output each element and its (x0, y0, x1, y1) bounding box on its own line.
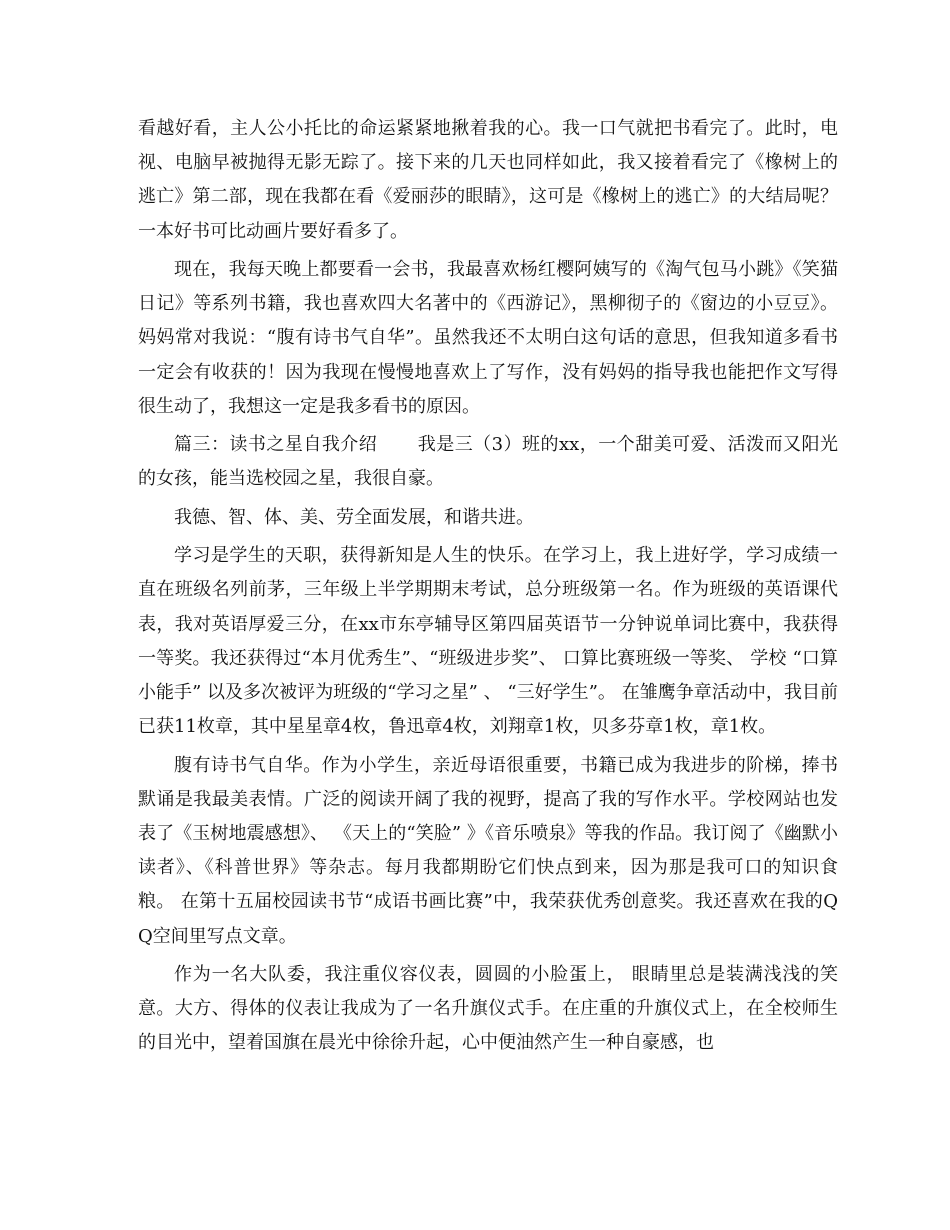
paragraph-7 (138, 958, 838, 1061)
paragraph-text: 我德、智、体、美、劳全面发展，和谐共进。 (174, 506, 534, 528)
paragraph-text: 学习是学生的天职，获得新知是人生的快乐。在学习上，我上进好学，学习成绩一直在班级名列前茅，三年级上半学期期末考试，总分班级第一名。作为班级的英语课代表，我对英语厚爱三分，在xx市东亭辅导区第四届英语节一分钟说单词比赛中，我获得一等奖。我还获得过“本月优秀生”、“班级进步奖”、 口算比赛班级一等奖、 学校 “口算小能手” 以及多次被评为班级的“学习之星” 、 “三好学生”。 在雏鹰争章活动中，我目前已获11枚章，其中星星章4枚，鲁迅章4枚，刘翔章1枚，贝多芬章1枚，章1枚。 (138, 545, 838, 738)
paragraph-5 (138, 539, 838, 744)
paragraph-text: 看越好看，主人公小托比的命运紧紧地揪着我的心。我一口气就把书看完了。此时，电视、电脑早被抛得无影无踪了。接下来的几天也同样如此，我又接着看完了《橡树上的逃亡》第二部，现在我都在看《爱丽莎的眼睛》，这可是《橡树上的逃亡》的大结局呢？一本好书可比动画片要好看多了。 (138, 118, 838, 242)
paragraph-2 (138, 253, 838, 424)
paragraph-6 (138, 749, 838, 954)
paragraph-text: 我是三（3）班的xx，一个甜美可爱、活泼而又阳光的女孩，能当选校园之星，我很自豪。 (138, 434, 839, 490)
paragraph-3 (138, 428, 838, 496)
paragraph-text: 腹有诗书气自华。作为小学生，亲近母语很重要，书籍已成为我进步的阶梯，捧书默诵是我最美表情。广泛的阅读开阔了我的视野，提高了我的写作水平。学校网站也发表了《玉树地震感想》、 《天上的“笑脸” 》《音乐喷泉》等我的作品。我订阅了《幽默小读者》、《科普世界》等杂志。每月我都期盼它们快点到来，因为那是我可口的知识食粮。 在第十五届校园读书节“成语书画比赛”中，我荣获优秀创意奖。我还喜欢在我的QQ空间里写点文章。 (138, 754, 838, 947)
paragraph-4 (138, 501, 838, 535)
document-body (138, 112, 838, 1065)
section-heading: 篇三：读书之星自我介绍 (174, 434, 378, 456)
paragraph-text: 现在，我每天晚上都要看一会书，我最喜欢杨红樱阿姨写的《淘气包马小跳》《笑猫日记》等系列书籍，我也喜欢四大名著中的《西游记》，黑柳彻子的《窗边的小豆豆》。妈妈常对我说：“腹有诗书气自华”。虽然我还不太明白这句话的意思，但我知道多看书一定会有收获的！因为我现在慢慢地喜欢上了写作，没有妈妈的指导我也能把作文写得很生动了，我想这一定是我多看书的原因。 (138, 259, 838, 417)
paragraph-text: 作为一名大队委，我注重仪容仪表，圆圆的小脸蛋上， 眼睛里总是装满浅浅的笑意。大方、得体的仪表让我成为了一名升旗仪式手。在庄重的升旗仪式上，在全校师生的目光中，望着国旗在晨光中徐徐升起，心中便油然产生一种自豪感，也 (138, 964, 838, 1054)
paragraph-1 (138, 112, 838, 249)
